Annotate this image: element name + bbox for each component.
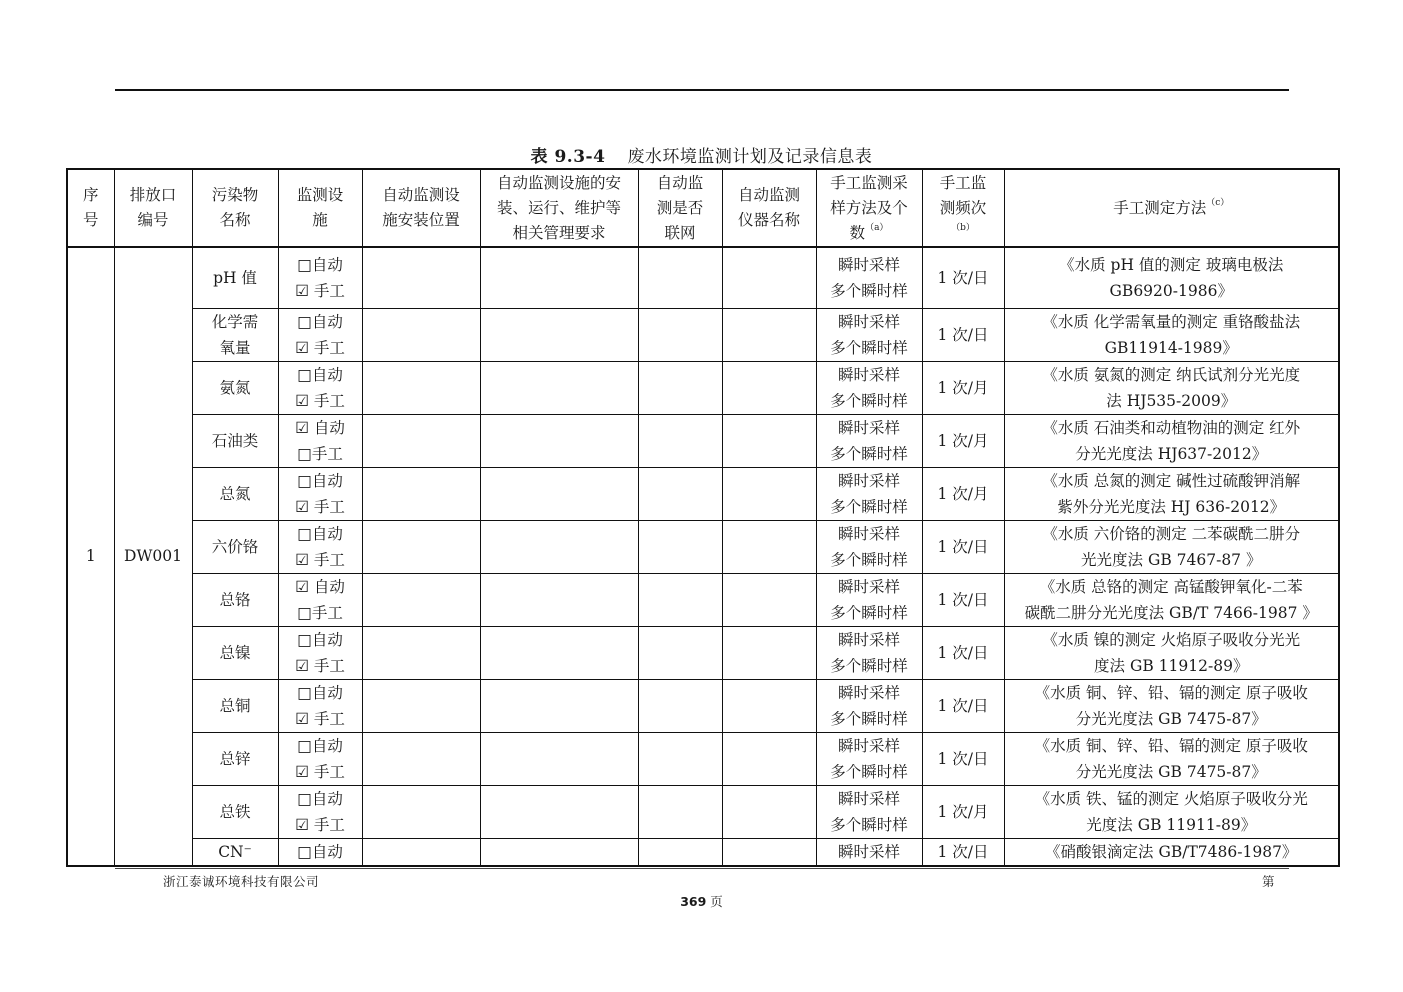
auto-instrument-cell xyxy=(722,308,816,361)
auto-instrument-cell xyxy=(722,573,816,626)
header-auto-location: 自动监测设 施安装位置 xyxy=(362,169,480,247)
auto-location-cell xyxy=(362,520,480,573)
monitoring-table xyxy=(66,168,1340,867)
frequency-cell: 1 次/日 xyxy=(922,573,1004,626)
method-cell: 《水质 总铬的测定 高锰酸钾氧化-二苯 碳酰二肼分光光度法 GB/T 7466-1987 》 xyxy=(1004,573,1339,626)
auto-location-cell xyxy=(362,247,480,308)
auto-location-cell xyxy=(362,467,480,520)
auto-location-cell xyxy=(362,573,480,626)
auto-checkbox[interactable]: □自动 xyxy=(297,736,343,755)
header-rule xyxy=(115,89,1289,91)
table-row xyxy=(67,308,1339,361)
auto-checkbox[interactable]: □自动 xyxy=(297,842,343,861)
auto-location-cell xyxy=(362,785,480,838)
pollutant-cell: CN⁻ xyxy=(192,838,278,866)
method-cell: 《水质 六价铬的测定 二苯碳酰二肼分 光光度法 GB 7467-87 》 xyxy=(1004,520,1339,573)
pollutant-cell: 总铁 xyxy=(192,785,278,838)
sampling-cell: 瞬时采样 多个瞬时样 xyxy=(816,308,922,361)
header-auto-instrument: 自动监测 仪器名称 xyxy=(722,169,816,247)
auto-location-cell xyxy=(362,308,480,361)
footer-company: 浙江泰诚环境科技有限公司 xyxy=(163,874,320,889)
table-row xyxy=(67,732,1339,785)
sampling-cell: 瞬时采样 多个瞬时样 xyxy=(816,520,922,573)
auto-instrument-cell xyxy=(722,361,816,414)
sampling-cell: 瞬时采样 多个瞬时样 xyxy=(816,361,922,414)
auto-networked-cell xyxy=(638,785,722,838)
auto-networked-cell xyxy=(638,626,722,679)
sampling-cell: 瞬时采样 多个瞬时样 xyxy=(816,679,922,732)
auto-checkbox[interactable]: ☑ 自动 xyxy=(295,577,345,596)
facility-cell xyxy=(278,247,362,308)
facility-cell xyxy=(278,520,362,573)
table-row xyxy=(67,838,1339,866)
method-cell: 《水质 石油类和动植物油的测定 红外 分光光度法 HJ637-2012》 xyxy=(1004,414,1339,467)
table-caption xyxy=(0,142,1403,167)
pollutant-cell: 总氮 xyxy=(192,467,278,520)
pollutant-cell: pH 值 xyxy=(192,247,278,308)
auto-instrument-cell xyxy=(722,414,816,467)
table-row xyxy=(67,247,1339,308)
note-a: （a） xyxy=(865,222,889,233)
auto-networked-cell xyxy=(638,414,722,467)
header-facility: 监测设 施 xyxy=(278,169,362,247)
pollutant-cell: 总铬 xyxy=(192,573,278,626)
auto-requirements-cell xyxy=(480,626,638,679)
auto-checkbox[interactable]: ☑ 自动 xyxy=(295,418,345,437)
note-c: （c） xyxy=(1206,197,1230,208)
footer-di: 第 xyxy=(1262,874,1275,889)
auto-checkbox[interactable]: □自动 xyxy=(297,683,343,702)
manual-checkbox[interactable]: ☑ 手工 xyxy=(295,709,345,728)
manual-checkbox[interactable]: ☑ 手工 xyxy=(295,391,345,410)
manual-checkbox[interactable]: ☑ 手工 xyxy=(295,656,345,675)
auto-instrument-cell xyxy=(722,732,816,785)
manual-checkbox[interactable]: ☑ 手工 xyxy=(295,815,345,834)
header-seq: 序 号 xyxy=(67,169,114,247)
facility-cell xyxy=(278,573,362,626)
pollutant-cell: 氨氮 xyxy=(192,361,278,414)
header-method: 手工测定方法$^{(c)}$ xyxy=(1004,169,1339,247)
frequency-cell: 1 次/月 xyxy=(922,467,1004,520)
manual-checkbox[interactable]: ☑ 手工 xyxy=(295,497,345,516)
auto-networked-cell xyxy=(638,732,722,785)
auto-requirements-cell xyxy=(480,679,638,732)
row-seq: 1 xyxy=(67,247,114,866)
method-cell: 《水质 铁、锰的测定 火焰原子吸收分光 光度法 GB 11911-89》 xyxy=(1004,785,1339,838)
auto-instrument-cell xyxy=(722,467,816,520)
manual-checkbox[interactable]: ☑ 手工 xyxy=(295,550,345,569)
auto-networked-cell xyxy=(638,573,722,626)
facility-cell xyxy=(278,732,362,785)
auto-requirements-cell xyxy=(480,308,638,361)
facility-cell xyxy=(278,785,362,838)
method-cell: 《水质 pH 值的测定 玻璃电极法 GB6920-1986》 xyxy=(1004,247,1339,308)
table-number: 表 9.3-4 xyxy=(530,147,606,167)
header-outlet: 排放口 编号 xyxy=(114,169,192,247)
pollutant-cell: 总铜 xyxy=(192,679,278,732)
method-cell: 《水质 氨氮的测定 纳氏试剂分光光度 法 HJ535-2009》 xyxy=(1004,361,1339,414)
frequency-cell: 1 次/日 xyxy=(922,520,1004,573)
table-row xyxy=(67,361,1339,414)
table-row xyxy=(67,785,1339,838)
header-auto-requirements: 自动监测设施的安 装、运行、维护等 相关管理要求 xyxy=(480,169,638,247)
pollutant-cell: 石油类 xyxy=(192,414,278,467)
frequency-cell: 1 次/日 xyxy=(922,308,1004,361)
pollutant-cell: 化学需 氧量 xyxy=(192,308,278,361)
auto-networked-cell xyxy=(638,838,722,866)
facility-cell xyxy=(278,467,362,520)
auto-checkbox[interactable]: □自动 xyxy=(297,524,343,543)
auto-checkbox[interactable]: □自动 xyxy=(297,365,343,384)
auto-requirements-cell xyxy=(480,467,638,520)
manual-checkbox[interactable]: □手工 xyxy=(297,444,343,463)
table-row xyxy=(67,520,1339,573)
auto-location-cell xyxy=(362,732,480,785)
auto-networked-cell xyxy=(638,520,722,573)
pollutant-cell: 总镍 xyxy=(192,626,278,679)
header-pollutant: 污染物 名称 xyxy=(192,169,278,247)
sampling-cell: 瞬时采样 多个瞬时样 xyxy=(816,467,922,520)
frequency-cell: 1 次/月 xyxy=(922,361,1004,414)
facility-cell xyxy=(278,679,362,732)
manual-checkbox[interactable]: ☑ 手工 xyxy=(295,338,345,357)
auto-checkbox[interactable]: □自动 xyxy=(297,312,343,331)
header-sampling: 手工监测采 样方法及个 数$^{(a)}$ xyxy=(816,169,922,247)
method-cell: 《水质 镍的测定 火焰原子吸收分光光 度法 GB 11912-89》 xyxy=(1004,626,1339,679)
footer-rule xyxy=(115,868,1289,869)
frequency-cell: 1 次/日 xyxy=(922,626,1004,679)
table-row xyxy=(67,467,1339,520)
method-cell: 《硝酸银滴定法 GB/T7486-1987》 xyxy=(1004,838,1339,866)
auto-requirements-cell xyxy=(480,785,638,838)
sampling-cell: 瞬时采样 多个瞬时样 xyxy=(816,573,922,626)
auto-networked-cell xyxy=(638,679,722,732)
auto-instrument-cell xyxy=(722,520,816,573)
table-row xyxy=(67,626,1339,679)
auto-instrument-cell xyxy=(722,785,816,838)
sampling-cell: 瞬时采样 多个瞬时样 xyxy=(816,247,922,308)
frequency-cell: 1 次/日 xyxy=(922,732,1004,785)
manual-checkbox[interactable]: ☑ 手工 xyxy=(295,281,345,300)
header-row xyxy=(67,169,1339,247)
auto-location-cell xyxy=(362,679,480,732)
facility-cell xyxy=(278,414,362,467)
table-row xyxy=(67,573,1339,626)
manual-checkbox[interactable]: □手工 xyxy=(297,603,343,622)
auto-location-cell xyxy=(362,626,480,679)
auto-networked-cell xyxy=(638,247,722,308)
auto-networked-cell xyxy=(638,467,722,520)
note-b: （b） xyxy=(951,222,975,233)
table-row xyxy=(67,679,1339,732)
row-outlet: DW001 xyxy=(114,247,192,866)
auto-requirements-cell xyxy=(480,247,638,308)
auto-instrument-cell xyxy=(722,247,816,308)
header-auto-networked: 自动监 测是否 联网 xyxy=(638,169,722,247)
auto-checkbox[interactable]: □自动 xyxy=(297,630,343,649)
manual-checkbox[interactable]: ☑ 手工 xyxy=(295,762,345,781)
method-cell: 《水质 化学需氧量的测定 重铬酸盐法 GB11914-1989》 xyxy=(1004,308,1339,361)
auto-networked-cell xyxy=(638,361,722,414)
sampling-cell: 瞬时采样 多个瞬时样 xyxy=(816,732,922,785)
sampling-cell: 瞬时采样 多个瞬时样 xyxy=(816,785,922,838)
sampling-cell: 瞬时采样 多个瞬时样 xyxy=(816,414,922,467)
auto-checkbox[interactable]: □自动 xyxy=(297,789,343,808)
auto-requirements-cell xyxy=(480,414,638,467)
facility-cell xyxy=(278,361,362,414)
auto-instrument-cell xyxy=(722,838,816,866)
auto-networked-cell xyxy=(638,308,722,361)
auto-requirements-cell xyxy=(480,732,638,785)
frequency-cell: 1 次/月 xyxy=(922,785,1004,838)
footer-page-number: 369 页 xyxy=(680,894,723,909)
facility-cell xyxy=(278,308,362,361)
auto-requirements-cell xyxy=(480,361,638,414)
frequency-cell: 1 次/日 xyxy=(922,838,1004,866)
sampling-cell: 瞬时采样 xyxy=(816,838,922,866)
auto-requirements-cell xyxy=(480,520,638,573)
table-title: 废水环境监测计划及记录信息表 xyxy=(627,147,873,167)
auto-instrument-cell xyxy=(722,626,816,679)
frequency-cell: 1 次/日 xyxy=(922,247,1004,308)
facility-cell xyxy=(278,838,362,866)
table-row xyxy=(67,414,1339,467)
sampling-cell: 瞬时采样 多个瞬时样 xyxy=(816,626,922,679)
method-cell: 《水质 总氮的测定 碱性过硫酸钾消解 紫外分光光度法 HJ 636-2012》 xyxy=(1004,467,1339,520)
auto-location-cell xyxy=(362,361,480,414)
auto-location-cell xyxy=(362,414,480,467)
method-cell: 《水质 铜、锌、铅、镉的测定 原子吸收 分光光度法 GB 7475-87》 xyxy=(1004,679,1339,732)
pollutant-cell: 六价铬 xyxy=(192,520,278,573)
auto-checkbox[interactable]: □自动 xyxy=(297,471,343,490)
auto-requirements-cell xyxy=(480,573,638,626)
auto-instrument-cell xyxy=(722,679,816,732)
header-frequency: 手工监 测频次 $^{(b)}$ xyxy=(922,169,1004,247)
frequency-cell: 1 次/月 xyxy=(922,414,1004,467)
method-cell: 《水质 铜、锌、铅、镉的测定 原子吸收 分光光度法 GB 7475-87》 xyxy=(1004,732,1339,785)
facility-cell xyxy=(278,626,362,679)
frequency-cell: 1 次/日 xyxy=(922,679,1004,732)
pollutant-cell: 总锌 xyxy=(192,732,278,785)
auto-checkbox[interactable]: □自动 xyxy=(297,255,343,274)
auto-location-cell xyxy=(362,838,480,866)
auto-requirements-cell xyxy=(480,838,638,866)
